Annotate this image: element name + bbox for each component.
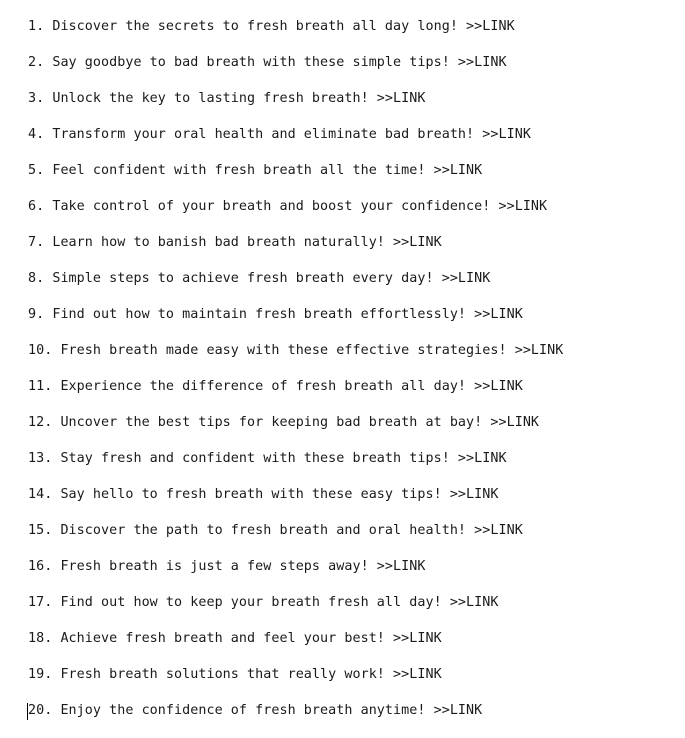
list-item: 14. Say hello to fresh breath with these easy tips! >>LINK — [28, 487, 499, 502]
list-item: 15. Discover the path to fresh breath and oral health! >>LINK — [28, 523, 523, 538]
list-item: 19. Fresh breath solutions that really work! >>LINK — [28, 667, 442, 682]
list-item: 12. Uncover the best tips for keeping bad breath at bay! >>LINK — [28, 415, 540, 430]
list-item: 17. Find out how to keep your breath fresh all day! >>LINK — [28, 595, 499, 610]
list-item: 7. Learn how to banish bad breath naturally! >>LINK — [28, 235, 442, 250]
text-caret — [27, 703, 28, 720]
list-item: 20. Enjoy the confidence of fresh breath anytime! >>LINK — [28, 703, 483, 718]
list-item: 10. Fresh breath made easy with these effective strategies! >>LINK — [28, 343, 564, 358]
list-item: 1. Discover the secrets to fresh breath all day long! >>LINK — [28, 19, 515, 34]
list-item: 6. Take control of your breath and boost your confidence! >>LINK — [28, 199, 548, 214]
text-document[interactable] — [28, 18, 685, 738]
list-item: 18. Achieve fresh breath and feel your best! >>LINK — [28, 631, 442, 646]
list-item: 13. Stay fresh and confident with these breath tips! >>LINK — [28, 451, 507, 466]
list-item: 2. Say goodbye to bad breath with these simple tips! >>LINK — [28, 55, 507, 70]
list-item: 16. Fresh breath is just a few steps away! >>LINK — [28, 559, 426, 574]
list-item: 4. Transform your oral health and eliminate bad breath! >>LINK — [28, 127, 531, 142]
list-item: 3. Unlock the key to lasting fresh breath! >>LINK — [28, 91, 426, 106]
list-item: 5. Feel confident with fresh breath all the time! >>LINK — [28, 163, 483, 178]
list-item: 11. Experience the difference of fresh breath all day! >>LINK — [28, 379, 523, 394]
list-item: 9. Find out how to maintain fresh breath effortlessly! >>LINK — [28, 307, 523, 322]
list-item: 8. Simple steps to achieve fresh breath every day! >>LINK — [28, 271, 491, 286]
